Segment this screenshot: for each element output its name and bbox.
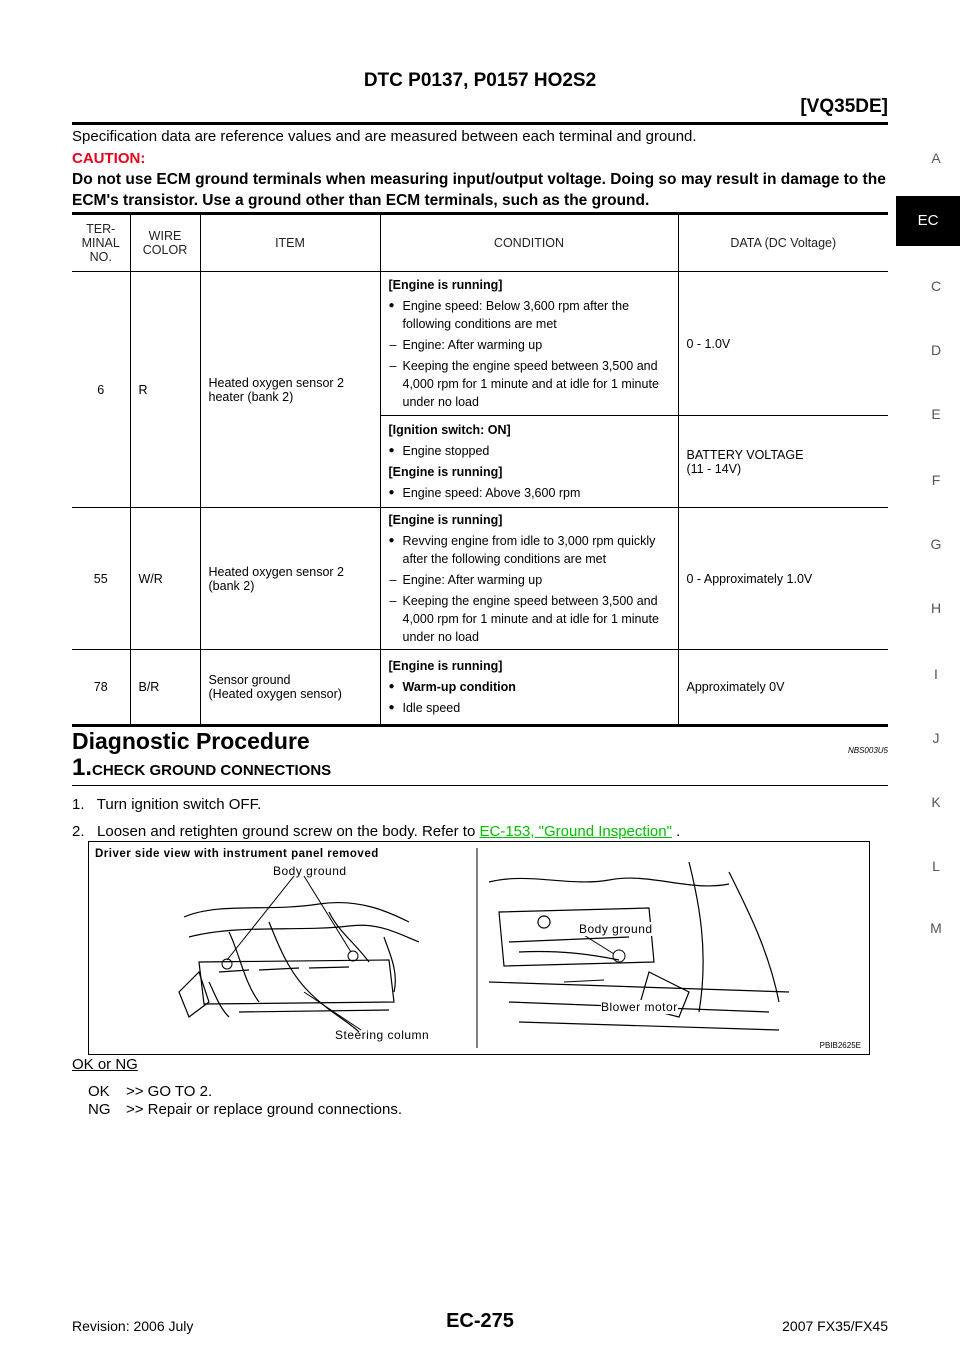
condition-line: ● Engine stopped bbox=[389, 442, 670, 460]
condition-line: – Keeping the engine speed between 3,500 and 4,000 rpm for 1 minute and at idle for 1 minute under no load bbox=[389, 357, 670, 411]
condition-line: ● Warm-up condition bbox=[389, 678, 670, 696]
page-number: EC-275 bbox=[446, 1310, 514, 1332]
ok-text: >> GO TO 2. bbox=[126, 1083, 213, 1100]
index-ec-active[interactable]: EC bbox=[896, 196, 960, 246]
caution-text: Do not use ECM ground terminals when measuring input/output voltage. Doing so may result in damage to the ECM's transistor. Use a ground other than ECM terminals, such as the ground. bbox=[72, 171, 886, 209]
item-cell: Sensor ground (Heated oxygen sensor) bbox=[200, 650, 380, 726]
table-row bbox=[72, 508, 888, 650]
data-cell: 0 - Approximately 1.0V bbox=[678, 508, 888, 650]
index-l[interactable]: L bbox=[932, 858, 940, 874]
table-header-row bbox=[72, 214, 888, 272]
instruction-2-suffix: . bbox=[671, 823, 681, 840]
condition-line: – Keeping the engine speed between 3,500 and 4,000 rpm for 1 minute and at idle for 1 minute under no load bbox=[389, 592, 670, 646]
condition-line: – Engine: After warming up bbox=[389, 336, 670, 354]
condition-cell bbox=[380, 650, 678, 726]
terminal-spec-table bbox=[72, 212, 888, 727]
condition-line: ● Idle speed bbox=[389, 699, 670, 717]
page-title: DTC P0137, P0157 HO2S2 bbox=[363, 70, 597, 91]
terminal-cell: 78 bbox=[93, 680, 108, 694]
label-blower-motor: Blower motor bbox=[601, 1000, 678, 1014]
item-cell: Heated oxygen sensor 2 heater (bank 2) bbox=[200, 272, 380, 508]
step-title: CHECK GROUND CONNECTIONS bbox=[92, 762, 332, 779]
condition-line: – Engine: After warming up bbox=[389, 571, 670, 589]
index-a[interactable]: A bbox=[931, 150, 941, 166]
condition-line: ● Engine speed: Below 3,600 rpm after the following conditions are met bbox=[389, 297, 670, 333]
header-condition: CONDITION bbox=[380, 214, 678, 272]
table-row bbox=[72, 650, 888, 726]
condition-cell bbox=[380, 416, 678, 508]
condition-line: ● Revving engine from idle to 3,000 rpm quickly after the following conditions are met bbox=[389, 532, 670, 568]
terminal-cell: 55 bbox=[93, 571, 108, 586]
header-item: ITEM bbox=[200, 214, 380, 272]
ground-inspection-link[interactable]: EC-153, "Ground Inspection" bbox=[479, 823, 672, 840]
wire-color-cell: B/R bbox=[130, 650, 200, 726]
instruction-2-text: 2. Loosen and retighten ground screw on the body. Refer to bbox=[72, 823, 480, 840]
index-h[interactable]: H bbox=[930, 600, 942, 616]
wire-color-cell: R bbox=[130, 272, 200, 508]
condition-line: [Ignition switch: ON] bbox=[388, 423, 511, 437]
ok-key: OK bbox=[88, 1083, 110, 1100]
footer-model: 2007 FX35/FX45 bbox=[782, 1318, 888, 1334]
step-rule bbox=[72, 785, 888, 786]
ng-text: >> Repair or replace ground connections. bbox=[126, 1101, 403, 1118]
condition-line: ● Engine speed: Above 3,600 rpm bbox=[389, 484, 670, 502]
condition-line: [Engine is running] bbox=[388, 513, 503, 527]
index-f[interactable]: F bbox=[931, 472, 941, 488]
ng-key: NG bbox=[88, 1101, 111, 1118]
item-cell: Heated oxygen sensor 2 (bank 2) bbox=[200, 508, 380, 650]
figure-code: PBIB2625E bbox=[819, 1041, 861, 1050]
data-cell: Approximately 0V bbox=[678, 650, 888, 726]
condition-line: [Engine is running] bbox=[388, 465, 503, 479]
spec-note: Specification data are reference values and are measured between each terminal and ground. bbox=[72, 128, 697, 145]
ground-location-figure bbox=[88, 841, 870, 1055]
engine-subtitle: [VQ35DE] bbox=[800, 96, 888, 117]
header-wire-color: WIRE COLOR bbox=[130, 214, 200, 272]
instruction-1: 1. Turn ignition switch OFF. bbox=[72, 796, 262, 813]
body-ground-leaders-left bbox=[222, 876, 358, 969]
figure-illustration bbox=[89, 842, 869, 1054]
header-terminal: TER- MINAL NO. bbox=[81, 222, 120, 264]
index-j[interactable]: J bbox=[932, 730, 940, 746]
step-number: 1. bbox=[72, 754, 93, 781]
condition-line: [Engine is running] bbox=[388, 659, 503, 673]
label-body-ground-right: Body ground bbox=[579, 922, 653, 936]
index-d[interactable]: D bbox=[930, 342, 942, 358]
condition-cell bbox=[380, 508, 678, 650]
label-steering-column: Steering column bbox=[335, 1028, 430, 1042]
index-c[interactable]: C bbox=[930, 278, 942, 294]
condition-cell bbox=[380, 272, 678, 416]
caution-label: CAUTION: bbox=[72, 150, 146, 167]
footer-revision: Revision: 2006 July bbox=[72, 1318, 194, 1334]
data-cell: 0 - 1.0V bbox=[678, 272, 888, 416]
data-cell: BATTERY VOLTAGE (11 - 14V) bbox=[678, 416, 888, 508]
ng-result bbox=[88, 1101, 402, 1118]
header-data: DATA (DC Voltage) bbox=[678, 214, 888, 272]
label-body-ground-left: Body ground bbox=[273, 864, 347, 878]
header-rule bbox=[72, 122, 888, 125]
figure-caption: Driver side view with instrument panel removed bbox=[95, 848, 379, 860]
dashboard-drawing bbox=[179, 903, 419, 1032]
index-e[interactable]: E bbox=[931, 406, 941, 422]
section-heading: Diagnostic Procedure bbox=[72, 728, 310, 754]
wire-color-cell: W/R bbox=[130, 508, 200, 650]
index-k[interactable]: K bbox=[931, 794, 941, 810]
section-code: NBS003U5 bbox=[847, 746, 888, 755]
index-i[interactable]: I bbox=[934, 666, 938, 682]
result-heading: OK or NG bbox=[72, 1056, 138, 1073]
terminal-cell: 6 bbox=[97, 382, 105, 397]
table-row bbox=[72, 272, 888, 416]
condition-line: [Engine is running] bbox=[388, 278, 503, 292]
instruction-2 bbox=[72, 823, 680, 840]
index-g[interactable]: G bbox=[930, 536, 942, 552]
ok-result bbox=[88, 1083, 212, 1100]
index-m[interactable]: M bbox=[930, 920, 942, 936]
